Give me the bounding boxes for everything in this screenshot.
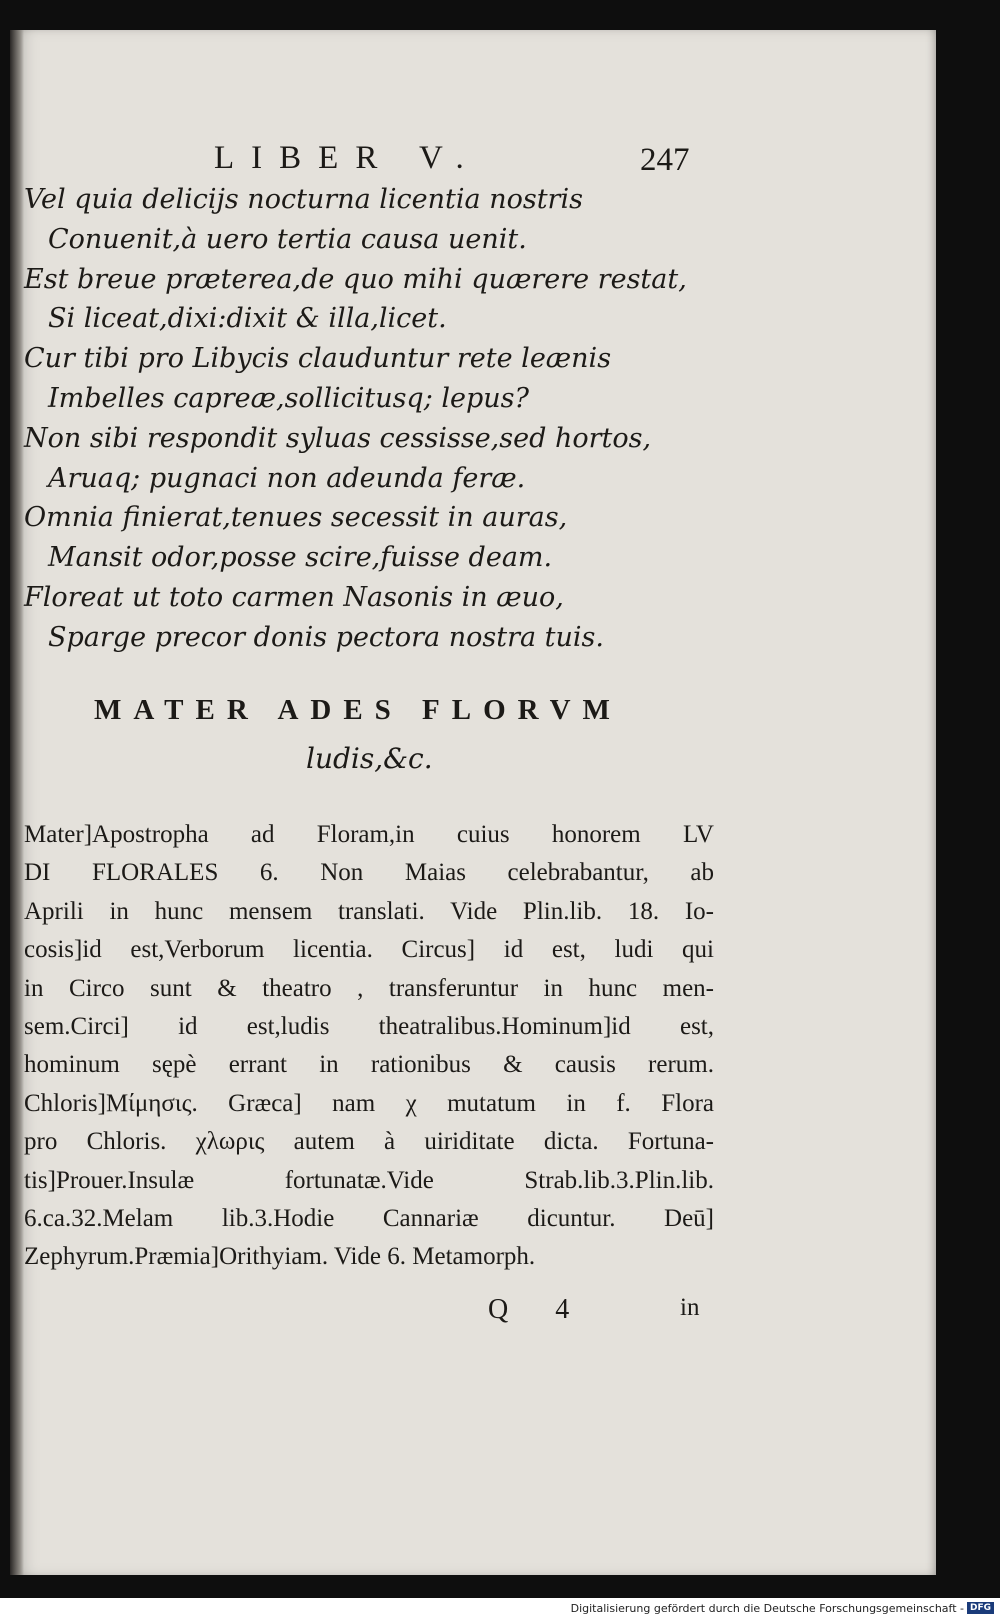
- running-head: LIBER V.: [214, 140, 481, 176]
- verse-block: [24, 180, 687, 658]
- footer-credit-text: Digitalisierung gefördert durch die Deutsche Forschungsgemeinschaft -: [570, 1602, 964, 1615]
- commentary-block: [24, 816, 714, 1277]
- page-number: 247: [640, 142, 690, 178]
- commentary-line: sem.Circi] id est,ludis theatralibus.Hominum]id est,: [24, 1013, 714, 1041]
- dfg-logo: DFG: [967, 1602, 994, 1614]
- signature-mark: Q 4: [488, 1294, 590, 1325]
- verse-line: Vel quia delicijs nocturna licentia nostris: [24, 184, 583, 215]
- commentary-line: 6.ca.32.Melam lib.3.Hodie Cannariæ dicuntur. Deū]: [24, 1205, 714, 1233]
- commentary-line: Mater]Apostropha ad Floram,in cuius honorem LV: [24, 821, 714, 848]
- verse-line: Cur tibi pro Libycis clauduntur rete leænis: [24, 343, 612, 375]
- page-gutter-shadow: [10, 30, 24, 1575]
- commentary-line: Chloris]Μίμησις. Græca] nam χ mutatum in f. Flora: [24, 1089, 714, 1117]
- commentary-line: Aprili in hunc mensem translati. Vide Plin.lib. 18. Io-: [24, 897, 714, 925]
- commentary-line: tis]Prouer.Insulæ fortunatæ.Vide Strab.lib.3.Plin.lib.: [24, 1166, 714, 1194]
- commentary-line: DI FLORALES 6. Non Maias celebrabantur, ab: [24, 859, 714, 887]
- verse-line: Floreat ut toto carmen Nasonis in æuo,: [24, 581, 564, 613]
- verse-line: Conuenit,à uero tertia causa uenit.: [48, 223, 527, 255]
- verse-line: Aruaq; pugnaci non adeunda feræ.: [48, 462, 526, 494]
- verse-line: Omnia finierat,tenues secessit in auras,: [24, 502, 568, 534]
- verse-line: Si liceat,dixi:dixit & illa,licet.: [48, 303, 447, 335]
- commentary-line: cosis]id est,Verborum licentia. Circus] id est, ludi qui: [24, 936, 714, 964]
- commentary-line: in Circo sunt & theatro , transferuntur in hunc men-: [24, 974, 714, 1002]
- section-heading: MATER ADES FLORVM: [94, 694, 622, 726]
- verse-line: Est breue præterea,de quo mihi quærere restat,: [24, 263, 687, 295]
- book-page: [10, 30, 936, 1575]
- catchword: in: [680, 1294, 700, 1321]
- commentary-line: hominum sępè errant in rationibus & causis rerum.: [24, 1051, 714, 1079]
- commentary-line: pro Chloris. χλωρις autem à uiriditate dicta. Fortuna-: [24, 1128, 714, 1156]
- digitization-footer: [0, 1598, 1000, 1620]
- verse-line: Non sibi respondit syluas cessisse,sed hortos,: [24, 422, 652, 454]
- verse-line: Mansit odor,posse scire,fuisse deam.: [48, 542, 553, 574]
- section-heading-continuation: ludis,&c.: [306, 742, 433, 775]
- commentary-line: Zephyrum.Præmia]Orithyiam. Vide 6. Metamorph.: [24, 1243, 536, 1271]
- verse-line: Sparge precor donis pectora nostra tuis.: [48, 621, 604, 653]
- verse-line: Imbelles capreæ,sollicitusq; lepus?: [48, 382, 530, 414]
